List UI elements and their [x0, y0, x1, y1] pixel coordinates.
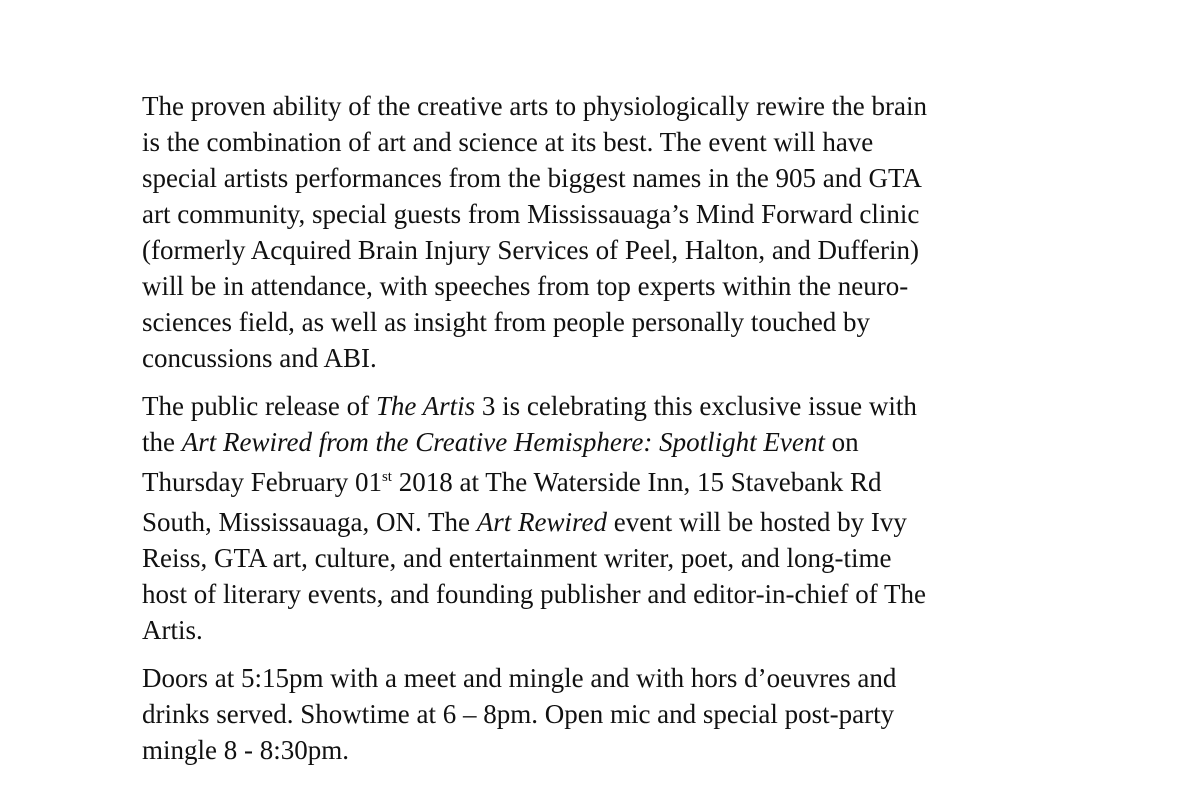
text-run: South, Mississauaga, ON. The — [142, 507, 477, 537]
text-line: The proven ability of the creative arts to physiologically rewire the brain — [142, 91, 927, 121]
italic-event-name: Art Rewired from the Creative Hemisphere: Spotlight Event — [181, 427, 825, 457]
text-line: Artis. — [142, 615, 203, 645]
text-run: 2018 at The Waterside Inn, 15 Stavebank Rd — [391, 467, 882, 497]
text-run: 3 is celebrating this exclusive issue with — [475, 391, 917, 421]
ordinal-suffix: st — [381, 469, 392, 485]
text-line: is the combination of art and science at its best. The event will have — [142, 127, 874, 157]
text-run: The public release of — [142, 391, 376, 421]
document-body — [142, 88, 1072, 780]
paragraph-schedule — [142, 660, 1072, 768]
text-run: event will be hosted by Ivy — [606, 507, 907, 537]
text-line: (formerly Acquired Brain Injury Services of Peel, Halton, and Dufferin) — [142, 235, 920, 265]
paragraph-public-release — [142, 388, 1072, 648]
text-line: sciences field, as well as insight from people personally touched by — [142, 307, 871, 337]
text-line: drinks served. Showtime at 6 – 8pm. Open mic and special post-party — [142, 699, 895, 729]
italic-event-name: Art Rewired — [476, 507, 607, 537]
paragraph-event-description — [142, 88, 1072, 376]
text-line: concussions and ABI. — [142, 343, 377, 373]
text-line — [142, 388, 1072, 424]
text-run: the — [142, 427, 182, 457]
text-line — [142, 504, 1072, 540]
text-line — [142, 424, 1072, 460]
text-line: will be in attendance, with speeches from top experts within the neuro- — [142, 271, 909, 301]
text-line: Doors at 5:15pm with a meet and mingle and with hors d’oeuvres and — [142, 663, 897, 693]
italic-title: The Artis — [375, 391, 476, 421]
text-line: Reiss, GTA art, culture, and entertainment writer, poet, and long-time — [142, 543, 892, 573]
text-run: on — [824, 427, 859, 457]
text-line: special artists performances from the biggest names in the 905 and GTA — [142, 163, 922, 193]
text-line: art community, special guests from Mississauaga’s Mind Forward clinic — [142, 199, 920, 229]
text-run: Thursday February 01 — [142, 467, 382, 497]
text-line: mingle 8 - 8:30pm. — [142, 735, 349, 765]
text-line — [142, 460, 1072, 504]
text-line: host of literary events, and founding publisher and editor-in-chief of The — [142, 579, 926, 609]
